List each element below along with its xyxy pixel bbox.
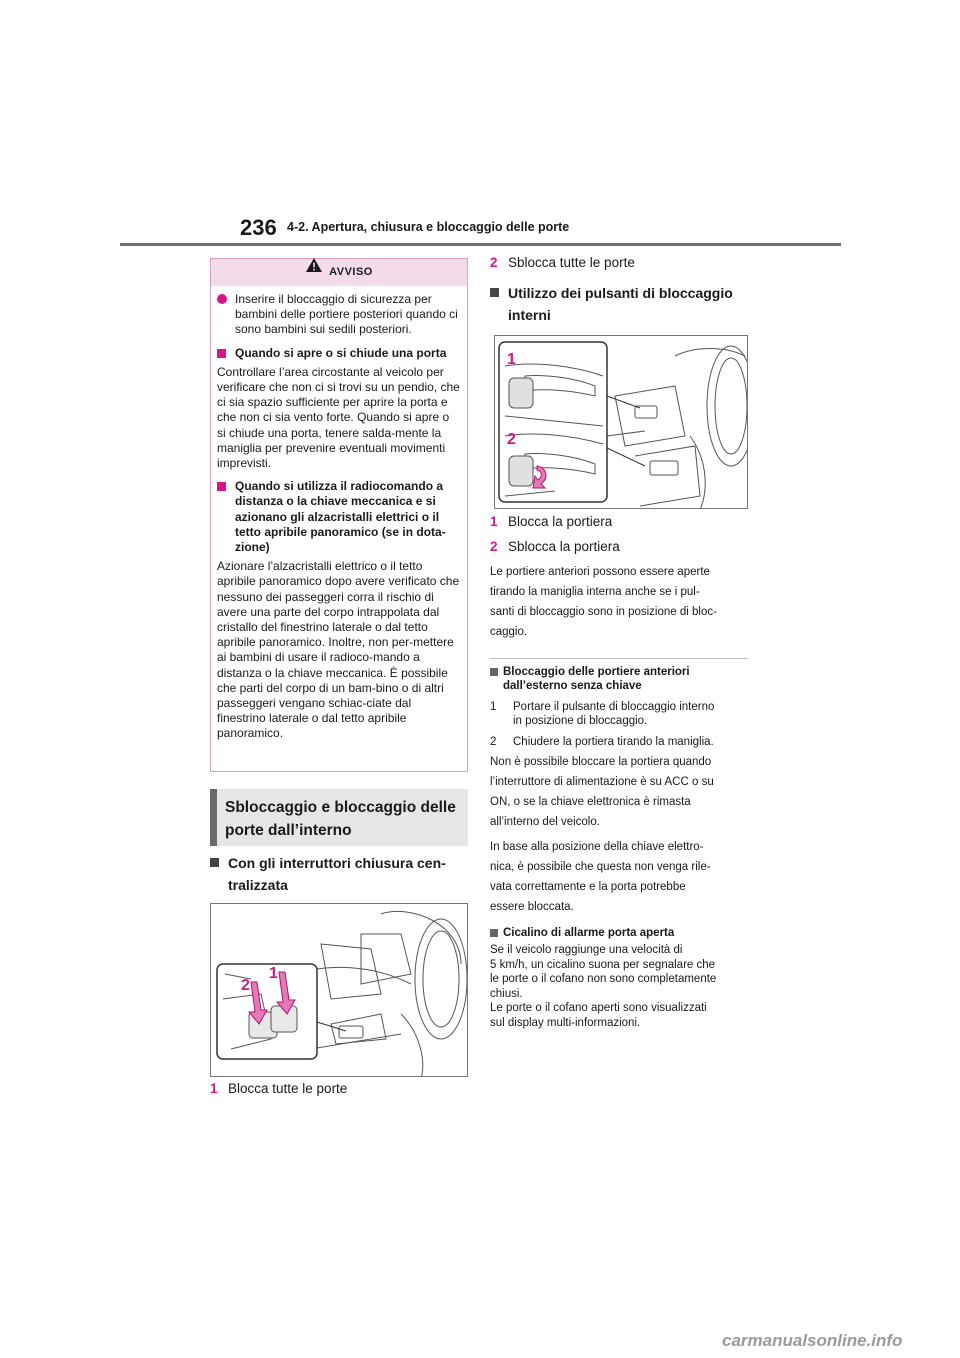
figure-label-2: 2	[241, 977, 250, 994]
bullet-dot-icon	[217, 294, 227, 304]
warning-paragraph: Controllare l’area circostante al veicolo per verificare che non ci si trovi su un pendio, che ci sia spazio sufficiente per aprire la porta e che non ci sia vento forte. Quando si apre o si chiude una porta, tenere salda-mente la maniglia per prevenire eventuali movimenti imprevisti.	[217, 364, 460, 471]
section-header-title: 4-2. Apertura, chiusura e bloccaggio delle porte	[287, 220, 570, 234]
square-bullet-icon	[490, 929, 498, 937]
warning-header	[211, 259, 467, 286]
warning-subheading: Quando si utilizza il radiocomando a distanza o la chiave meccanica e si azionano gli alzacristalli elettrici o il tetto apribile panoramico (se in dota-zione)	[217, 479, 461, 555]
square-bullet-icon	[217, 482, 226, 491]
section-title-box	[210, 789, 468, 846]
figure-label-2: 2	[507, 431, 516, 448]
central-item-1: 1 Blocca tutte le porte	[210, 1081, 348, 1096]
central-lock-switch-illustration	[210, 903, 468, 1077]
central-locking-heading: Con gli interruttori chiusura cen- tralizzata	[210, 852, 468, 896]
warning-subheading: Quando si apre o si chiude una porta	[217, 346, 461, 361]
divider	[490, 658, 748, 659]
section-title-line: Sbloccaggio e bloccaggio delle	[225, 799, 456, 816]
section-title-line: porte dall’interno	[225, 822, 352, 839]
figure-label-1: 1	[269, 965, 278, 982]
internal-item-1: 1 Blocca la portiera	[490, 514, 613, 529]
square-bullet-icon	[490, 288, 499, 297]
square-bullet-icon	[210, 858, 219, 867]
header-rule	[120, 243, 841, 246]
warning-bullet	[217, 292, 461, 338]
figure-label-1: 1	[507, 351, 516, 368]
watermark[interactable]: carmanualsonline.info	[722, 1331, 903, 1350]
central-item-2: 2 Sblocca tutte le porte	[490, 255, 635, 270]
internal-lock-heading: Utilizzo dei pulsanti di bloccaggio interni	[490, 282, 750, 326]
warning-box	[210, 258, 468, 772]
warning-bullet-text: Inserire il bloccaggio di sicurezza per bambini delle portiere posteriori quando ci sono bambini sui sedili posteriori.	[235, 292, 458, 337]
internal-lock-button-illustration	[494, 335, 748, 509]
keyless-step-1: 1 Portare il pulsante di bloccaggio interno in posizione di bloccaggio.	[490, 701, 715, 727]
keyless-step-2: 2 Chiudere la portiera tirando la maniglia.	[490, 736, 714, 748]
keyless-paragraph-1: Non è possibile bloccare la portiera quando l’interruttore di alimentazione è su ACC o su ON, o se la chiave elettronica è rimasta all’interno del veicolo.	[490, 756, 714, 828]
keyless-lock-heading: Bloccaggio delle portiere anteriori dall’esterno senza chiave	[490, 665, 752, 693]
buzzer-paragraph: Se il veicolo raggiunge una velocità di 5 km/h, un cicalino suona per segnalare che le porte o il cofano non sono completamente chiusi. Le porte o il cofano aperti sono visualizzati sul display multi-informazioni.	[490, 944, 717, 1029]
warning-title: AVVISO	[329, 266, 373, 278]
page-number: 236	[240, 215, 277, 240]
square-bullet-icon	[217, 349, 226, 358]
keyless-paragraph-2: In base alla posizione della chiave elettro- nica, è possibile che questa non venga rile- vata correttamente e la porta potrebbe essere bloccata.	[490, 841, 711, 913]
buzzer-heading: Cicalino di allarme porta aperta	[490, 926, 752, 940]
internal-paragraph: Le portiere anteriori possono essere aperte tirando la maniglia interna anche se i pul- santi di bloccaggio sono in posizione di bloc- caggio.	[490, 566, 717, 638]
warning-triangle-icon	[305, 257, 323, 284]
square-bullet-icon	[490, 668, 498, 676]
warning-paragraph: Azionare l’alzacristalli elettrico o il tetto apribile panoramico dopo avere verificato che nessuno dei passeggeri corra il rischio di avere una parte del corpo intrappolata dal cristallo del finestrino laterale o dal tetto apribile panoramico. Inoltre, non per-mettere ai bambini di usare il radioco-mando a distanza o la chiave meccanica. È possibile che parti del corpo di un bam-bino o di altri passeggeri vengano schiac-ciate dal finestrino laterale o dal tetto apribile panoramico.	[217, 559, 460, 741]
internal-item-2: 2 Sblocca la portiera	[490, 539, 620, 554]
